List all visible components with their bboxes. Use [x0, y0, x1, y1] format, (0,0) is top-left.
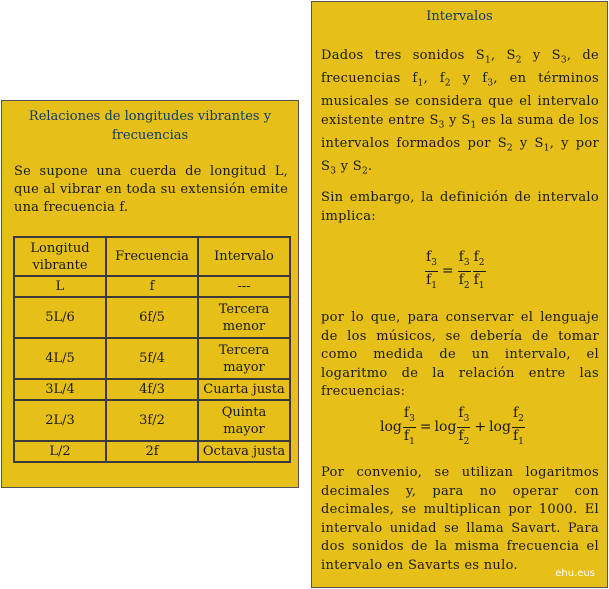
header-frequency: Frecuencia	[106, 237, 198, 276]
table-header-row	[14, 237, 290, 276]
cell-length: L/2	[14, 441, 106, 462]
intervals-title: Intervalos	[426, 9, 493, 24]
cell-length: 4L/5	[14, 338, 106, 379]
ratios-card	[1, 100, 299, 488]
cell-frequency: 5f/4	[106, 338, 198, 379]
interval-ratio-formula: $\frac{f_3}{f_1}$ = $\frac{f_3}{f_2}$ $\frac{f_2}{f_1}$	[426, 249, 485, 291]
cell-frequency: 4f/3	[106, 379, 198, 400]
watermark: ehu.eus	[555, 568, 595, 579]
intervals-paragraph-2: Sin embargo, la definición de intervalo implica:	[321, 190, 599, 224]
ratios-intro: Se supone una cuerda de longitud L, que al vibrar en toda su extensión emite una frecuencia f.	[14, 164, 288, 215]
table-row	[14, 338, 290, 379]
cell-frequency: 2f	[106, 441, 198, 462]
cell-interval: Tercera menor	[198, 297, 290, 338]
table-row	[14, 276, 290, 297]
table-row	[14, 379, 290, 400]
cell-frequency: 6f/5	[106, 297, 198, 338]
cell-length: 2L/3	[14, 400, 106, 441]
cell-interval: Cuarta justa	[198, 379, 290, 400]
intervals-card	[311, 1, 608, 588]
cell-length: 3L/4	[14, 379, 106, 400]
header-interval: Intervalo	[198, 237, 290, 276]
intervals-paragraph-3: por lo que, para conservar el lenguaje de los músicos, se debería de tomar como medida de un intervalo, el logaritmo de la relación entre las frecuencias:	[321, 310, 599, 399]
log-interval-formula: log $\frac{f_3}{f_1}$ = log $\frac{f_3}{f_2}$ + log $\frac{f_2}{f_1}$	[380, 405, 524, 447]
intervals-paragraph-4: Por convenio, se utilizan logaritmos decimales y, para no operar con decimales, se multiplican por 1000. El intervalo unidad se llama Savart. Para dos sonidos de la misma frecuencia el intervalo en Savarts es nulo.	[321, 465, 599, 573]
table-row	[14, 297, 290, 338]
ratios-title: Relaciones de longitudes vibrantes y frecuencias	[28, 109, 272, 143]
cell-frequency: 3f/2	[106, 400, 198, 441]
table-row	[14, 441, 290, 462]
cell-interval: ---	[198, 276, 290, 297]
cell-interval: Tercera mayor	[198, 338, 290, 379]
cell-length: L	[14, 276, 106, 297]
cell-interval: Octava justa	[198, 441, 290, 462]
cell-length: 5L/6	[14, 297, 106, 338]
intervals-paragraph-1: Dados tres sonidos $S_1$, $S_2$ y $S_3$, de frecuencias $f_1$, $f_2$ y $f_3$, en términos musicales se considera que el intervalo existente entre $S_3$ y $S_1$ es la suma de los intervalos formados por $S_2$ y $S_1$, y por $S_3$ y $S_2$.	[321, 48, 600, 177]
cell-frequency: f	[106, 276, 198, 297]
header-length: Longitud vibrante	[14, 237, 106, 276]
ratios-table	[13, 236, 291, 463]
table-row	[14, 400, 290, 441]
cell-interval: Quinta mayor	[198, 400, 290, 441]
